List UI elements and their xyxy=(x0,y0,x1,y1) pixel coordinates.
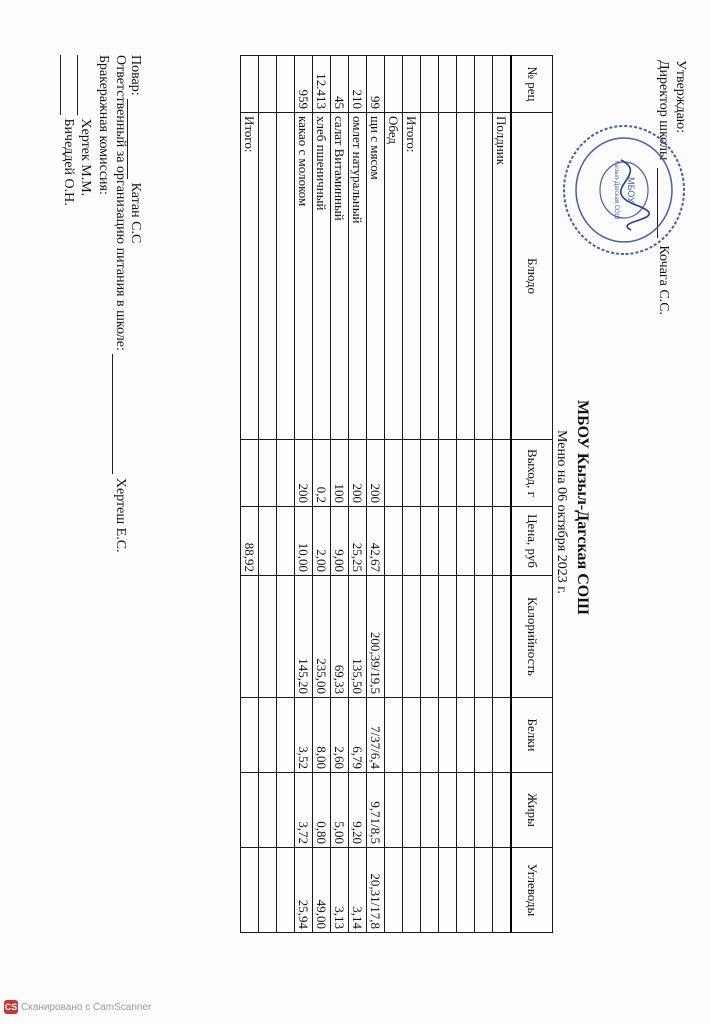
approve-label: Утверждаю: xyxy=(673,60,688,134)
cell-protein: 3,52 xyxy=(295,698,313,773)
cell-price xyxy=(259,507,277,576)
commission-member-1 xyxy=(77,55,94,196)
cell-protein xyxy=(475,698,493,773)
school-stamp xyxy=(556,120,691,260)
cell-output: 0,2 xyxy=(313,440,331,507)
col-header-carbs: Углеводы xyxy=(511,848,553,933)
cell-output xyxy=(385,440,403,507)
cell-protein xyxy=(277,698,295,773)
cell-recipe xyxy=(457,56,475,113)
cell-protein xyxy=(241,698,259,773)
cell-price xyxy=(493,507,512,576)
cell-recipe: 210 xyxy=(349,56,367,113)
cell-recipe xyxy=(475,56,493,113)
cell-output xyxy=(439,440,457,507)
cell-price xyxy=(457,507,475,576)
col-header-dish: Блюдо xyxy=(511,113,553,440)
cell-carbs xyxy=(439,848,457,933)
cell-calories: 69,33 xyxy=(331,576,349,698)
cell-protein: 7/37/6,4 xyxy=(367,698,385,773)
cell-fat xyxy=(241,773,259,848)
cell-calories xyxy=(277,576,295,698)
cell-calories: 235,00 xyxy=(313,576,331,698)
cell-protein xyxy=(421,698,439,773)
responsible-line xyxy=(112,55,129,553)
cell-price xyxy=(403,507,421,576)
cell-dish: Итого: xyxy=(241,113,259,440)
cell-recipe xyxy=(493,56,512,113)
cell-calories xyxy=(493,576,512,698)
cell-recipe xyxy=(421,56,439,113)
cell-dish: Обед xyxy=(385,113,403,440)
cell-recipe: 99 xyxy=(367,56,385,113)
commission-member-2 xyxy=(60,55,77,206)
table-row xyxy=(241,56,259,933)
responsible-signature-line xyxy=(112,354,113,474)
cell-price: 2,00 xyxy=(313,507,331,576)
cell-recipe: 45 xyxy=(331,56,349,113)
cell-dish: хлеб пшеничный xyxy=(313,113,331,440)
cell-carbs: 3,13 xyxy=(331,848,349,933)
director-label: Директор школы xyxy=(656,60,671,161)
table-row xyxy=(349,56,367,933)
cell-dish: щи с мясом xyxy=(367,113,385,440)
cell-dish xyxy=(277,113,295,440)
cell-dish: салат Витаминный xyxy=(331,113,349,440)
cell-carbs: 3,14 xyxy=(349,848,367,933)
cell-recipe: 12.413 xyxy=(313,56,331,113)
cell-fat: 0,80 xyxy=(313,773,331,848)
table-row xyxy=(259,56,277,933)
responsible-label: Ответственный за организацию питания в школе: xyxy=(113,55,128,351)
cell-price: 9,00 xyxy=(331,507,349,576)
cell-dish: какао с молоком xyxy=(295,113,313,440)
col-header-fat: Жиры xyxy=(511,773,553,848)
member1-signature-line xyxy=(77,55,78,115)
cell-protein xyxy=(259,698,277,773)
cell-calories xyxy=(385,576,403,698)
col-header-calories: Калорийность xyxy=(511,576,553,698)
table-row xyxy=(295,56,313,933)
cell-fat: 3,72 xyxy=(295,773,313,848)
cell-output: 200 xyxy=(295,440,313,507)
cell-fat: 9,20 xyxy=(349,773,367,848)
menu-date: Меню на 06 октября 2023 г. xyxy=(554,430,569,594)
col-header-recipe: № рец xyxy=(511,56,553,113)
table-row xyxy=(493,56,512,933)
cell-fat xyxy=(403,773,421,848)
cell-output: 100 xyxy=(331,440,349,507)
cell-calories: 145,20 xyxy=(295,576,313,698)
cook-label: Повар: xyxy=(128,55,143,96)
table-row xyxy=(385,56,403,933)
cell-output xyxy=(277,440,295,507)
cell-calories xyxy=(421,576,439,698)
table-row xyxy=(313,56,331,933)
cell-calories xyxy=(241,576,259,698)
cell-carbs xyxy=(475,848,493,933)
cell-price xyxy=(277,507,295,576)
cell-output xyxy=(421,440,439,507)
col-header-output: Выход, г xyxy=(511,440,553,507)
cell-carbs xyxy=(421,848,439,933)
cell-fat xyxy=(277,773,295,848)
cell-protein xyxy=(439,698,457,773)
cell-calories xyxy=(475,576,493,698)
table-row xyxy=(367,56,385,933)
cell-price xyxy=(385,507,403,576)
cook-name: Катан С.С xyxy=(128,182,143,244)
cell-carbs: 20,31/17,8 xyxy=(367,848,385,933)
cell-protein xyxy=(493,698,512,773)
menu-table xyxy=(240,55,553,933)
cell-output xyxy=(493,440,512,507)
cell-carbs xyxy=(241,848,259,933)
cell-dish: омлет натуральный xyxy=(349,113,367,440)
stamp-text-middle: Кызыл-Дагская СОШ xyxy=(613,160,619,220)
cell-carbs: 25,94 xyxy=(295,848,313,933)
cell-protein xyxy=(385,698,403,773)
table-row xyxy=(421,56,439,933)
cell-output: 200 xyxy=(349,440,367,507)
cell-carbs xyxy=(277,848,295,933)
cell-fat xyxy=(493,773,512,848)
member2-signature-line xyxy=(60,55,61,115)
responsible-name: Хертеш Е.С. xyxy=(113,477,128,553)
table-row xyxy=(403,56,421,933)
cell-carbs xyxy=(457,848,475,933)
table-row xyxy=(457,56,475,933)
cell-output xyxy=(403,440,421,507)
cell-recipe xyxy=(385,56,403,113)
cell-carbs: 49,00 xyxy=(313,848,331,933)
cell-fat xyxy=(475,773,493,848)
cell-price: 25,25 xyxy=(349,507,367,576)
cell-protein xyxy=(403,698,421,773)
cell-carbs xyxy=(385,848,403,933)
cell-fat xyxy=(385,773,403,848)
cell-recipe xyxy=(241,56,259,113)
cell-calories xyxy=(403,576,421,698)
cell-recipe xyxy=(277,56,295,113)
col-header-protein: Белки xyxy=(511,698,553,773)
cell-dish xyxy=(457,113,475,440)
cell-protein: 8,00 xyxy=(313,698,331,773)
cell-carbs xyxy=(403,848,421,933)
cell-dish xyxy=(259,113,277,440)
cell-calories: 200,39/19,5 xyxy=(367,576,385,698)
cook-line xyxy=(127,55,144,243)
cell-protein: 6,79 xyxy=(349,698,367,773)
cell-fat: 9,71/8,5 xyxy=(367,773,385,848)
cell-dish xyxy=(421,113,439,440)
cell-recipe xyxy=(439,56,457,113)
cell-recipe: 959 xyxy=(295,56,313,113)
table-row xyxy=(331,56,349,933)
scanner-watermark xyxy=(4,1000,151,1014)
table-row xyxy=(475,56,493,933)
cell-price xyxy=(421,507,439,576)
page-title: МБОУ Кызыл-Дагская СОШ xyxy=(574,400,591,615)
director-name: Кочага С.С. xyxy=(656,245,671,316)
cell-output xyxy=(241,440,259,507)
cell-price: 88,92 xyxy=(241,507,259,576)
cell-fat xyxy=(421,773,439,848)
cell-price xyxy=(439,507,457,576)
member1-name: Хертек М.М. xyxy=(78,118,93,197)
table-row xyxy=(277,56,295,933)
scanner-text: Сканировано с CamScanner xyxy=(21,1002,152,1013)
cell-fat xyxy=(259,773,277,848)
cell-output xyxy=(259,440,277,507)
cell-dish xyxy=(475,113,493,440)
cell-calories: 135,50 xyxy=(349,576,367,698)
cell-price: 10,00 xyxy=(295,507,313,576)
cell-output xyxy=(457,440,475,507)
cell-fat: 5,00 xyxy=(331,773,349,848)
cell-price: 42,67 xyxy=(367,507,385,576)
cell-calories xyxy=(457,576,475,698)
member2-name: Бичеддей О.Н. xyxy=(61,118,76,206)
cell-output xyxy=(475,440,493,507)
cell-recipe xyxy=(403,56,421,113)
stamp-text-top: МБОУ xyxy=(626,177,636,203)
cell-calories xyxy=(259,576,277,698)
cell-protein xyxy=(457,698,475,773)
cell-protein: 2,60 xyxy=(331,698,349,773)
cell-fat xyxy=(439,773,457,848)
cell-carbs xyxy=(259,848,277,933)
cell-dish: Полдник xyxy=(493,113,512,440)
cell-carbs xyxy=(493,848,512,933)
commission-label: Бракеражная комиссия: xyxy=(96,55,111,195)
cell-output: 200 xyxy=(367,440,385,507)
table-header-row xyxy=(511,56,553,933)
camscanner-icon: CS xyxy=(4,1002,18,1012)
cell-calories xyxy=(439,576,457,698)
cell-recipe xyxy=(259,56,277,113)
col-header-price: Цена, руб xyxy=(511,507,553,576)
table-row xyxy=(439,56,457,933)
cell-price xyxy=(475,507,493,576)
cell-dish: Итого: xyxy=(403,113,421,440)
cell-fat xyxy=(457,773,475,848)
cell-dish xyxy=(439,113,457,440)
table-body xyxy=(241,56,512,933)
